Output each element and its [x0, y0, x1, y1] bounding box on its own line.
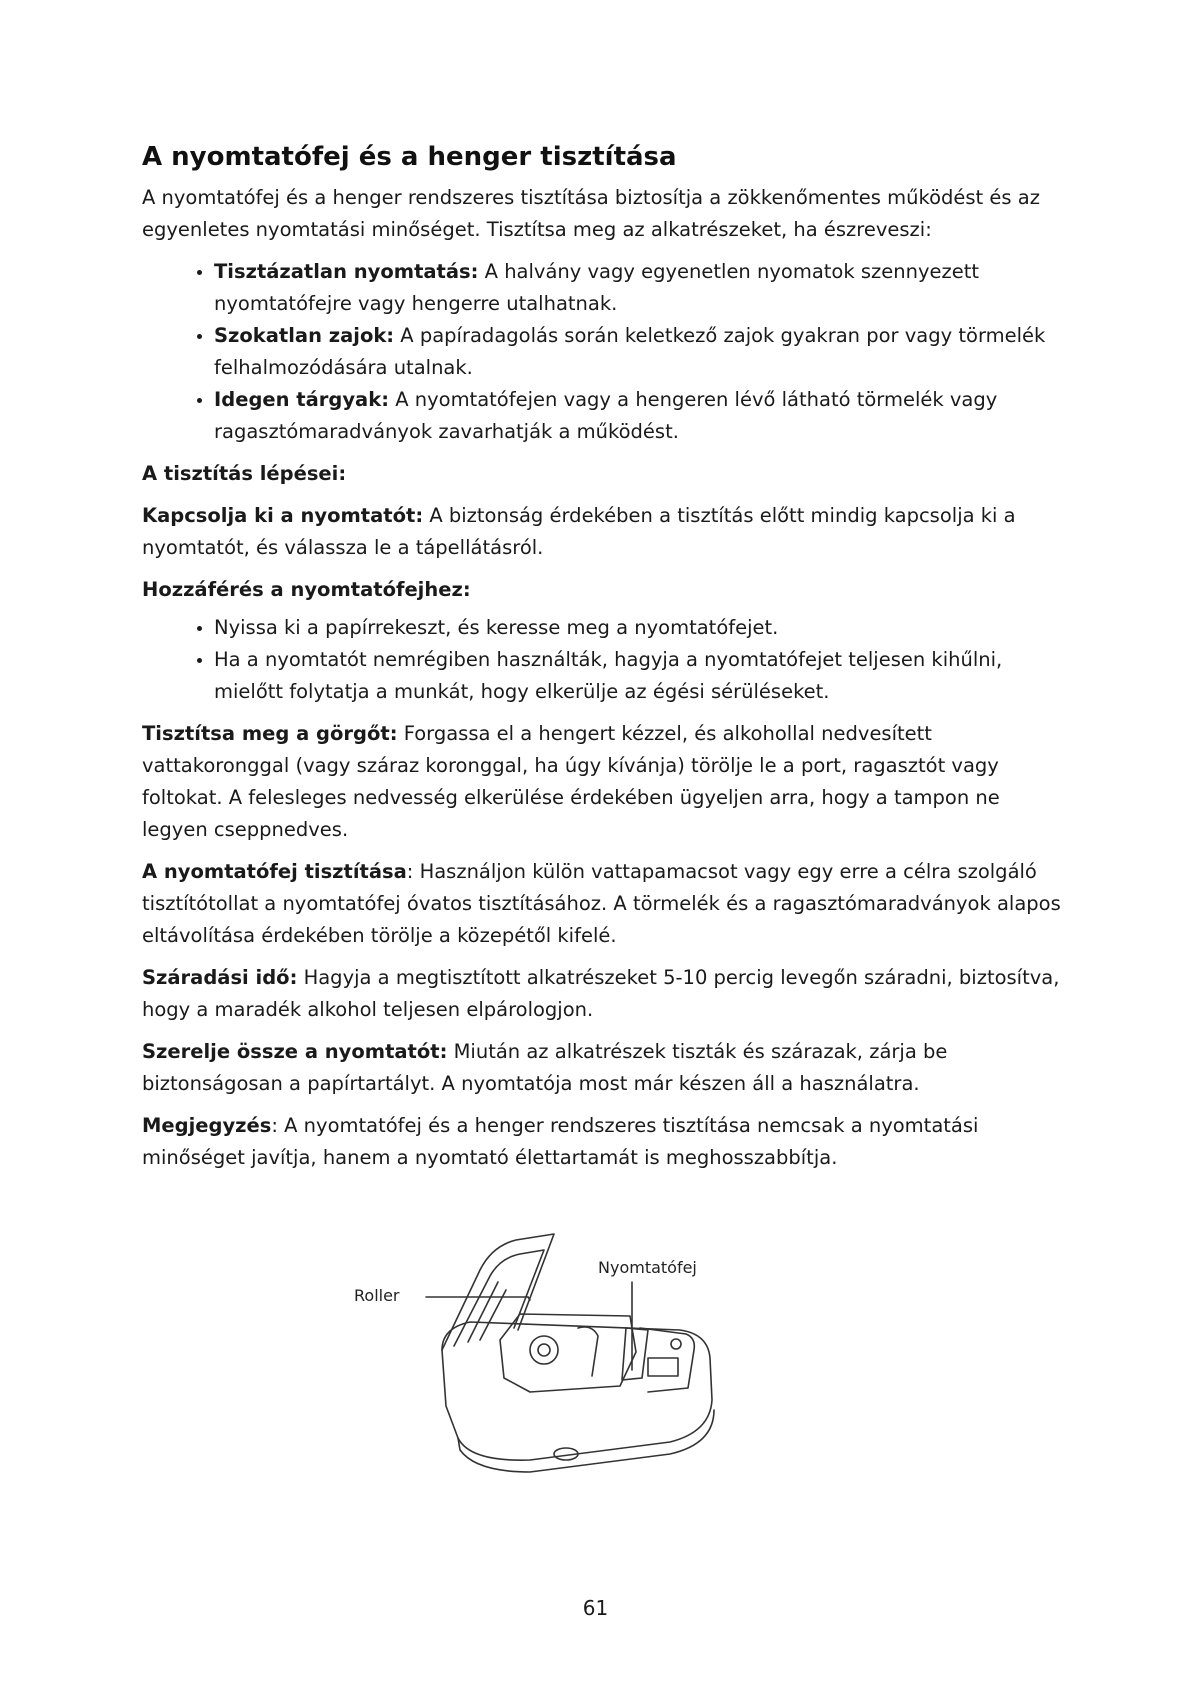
note-paragraph: Megjegyzés: A nyomtatófej és a henger rendszeres tisztítása nemcsak a nyomtatási minőséget javítja, hanem a nyomtató élettartamát is meghosszabbítja.: [142, 1114, 979, 1169]
page-title: A nyomtatófej és a henger tisztítása: [142, 142, 677, 172]
power-off-paragraph: Kapcsolja ki a nyomtatót: A biztonság érdekében a tisztítás előtt mindig kapcsolja ki a nyomtatót, és válassza le a tápellátásról.: [142, 504, 1016, 559]
power-button: [671, 1339, 681, 1349]
roller-label: Roller: [354, 1286, 400, 1305]
symptom-list: [142, 256, 1062, 448]
printer-diagram: [330, 1210, 770, 1490]
page-content: [142, 140, 1062, 1184]
list-item: • Nyissa ki a papírrekeszt, és keresse meg a nyomtatófejet.: [214, 612, 1062, 644]
access-heading: Hozzáférés a nyomtatófejhez:: [142, 578, 471, 601]
steps-heading: A tisztítás lépései:: [142, 462, 347, 485]
clean-roller-paragraph: Tisztítsa meg a görgőt: Forgassa el a hengert kézzel, és alkohollal nedvesített vattakoronggal (vagy száraz koronggal, ha úgy kívánja) törölje le a port, ragasztót vagy foltokat. A felesleges nedvesség elkerülése érdekében ügyeljen arra, hogy a tampon ne legyen cseppnedves.: [142, 722, 1000, 841]
clean-head-paragraph: A nyomtatófej tisztítása: Használjon külön vattapamacsot vagy egy erre a célra szolgáló tisztítótollat a nyomtatófej óvatos tisztításához. A törmelék és a ragasztómaradványok alapos eltávolítása érdekében törölje a közepétől kifelé.: [142, 860, 1061, 947]
list-item: • Szokatlan zajok: A papíradagolás során keletkező zajok gyakran por vagy törmelék felhalmozódására utalnak.: [214, 320, 1062, 384]
access-list: [142, 612, 1062, 708]
list-item: • Tisztázatlan nyomtatás: A halvány vagy egyenetlen nyomatok szennyezett nyomtatófejre vagy hengerre utalhatnak.: [214, 256, 1062, 320]
drying-paragraph: Száradási idő: Hagyja a megtisztított alkatrészeket 5-10 percig levegőn száradni, biztosítva, hogy a maradék alkohol teljesen elpárologjon.: [142, 966, 1060, 1021]
list-item: • Ha a nyomtatót nemrégiben használták, hagyja a nyomtatófejet teljesen kihűlni, mielőtt folytatja a munkát, hogy elkerülje az égési sérüléseket.: [214, 644, 1062, 708]
page-number: 61: [582, 1596, 609, 1620]
list-item: • Idegen tárgyak: A nyomtatófejen vagy a hengeren lévő látható törmelék vagy ragasztómaradványok zavarhatják a működést.: [214, 384, 1062, 448]
printer-illustration: [330, 1210, 770, 1490]
printhead-label: Nyomtatófej: [598, 1258, 697, 1277]
roller-spool: [530, 1336, 558, 1364]
display-window: [648, 1358, 678, 1376]
intro-paragraph: A nyomtatófej és a henger rendszeres tisztítása biztosítja a zökkenőmentes működést és az egyenletes nyomtatási minőséget. Tisztítsa meg az alkatrészeket, ha észreveszi:: [142, 186, 1040, 241]
reassemble-paragraph: Szerelje össze a nyomtatót: Miután az alkatrészek tiszták és szárazak, zárja be biztonságosan a papírtartályt. A nyomtatója most már készen áll a használatra.: [142, 1040, 948, 1095]
